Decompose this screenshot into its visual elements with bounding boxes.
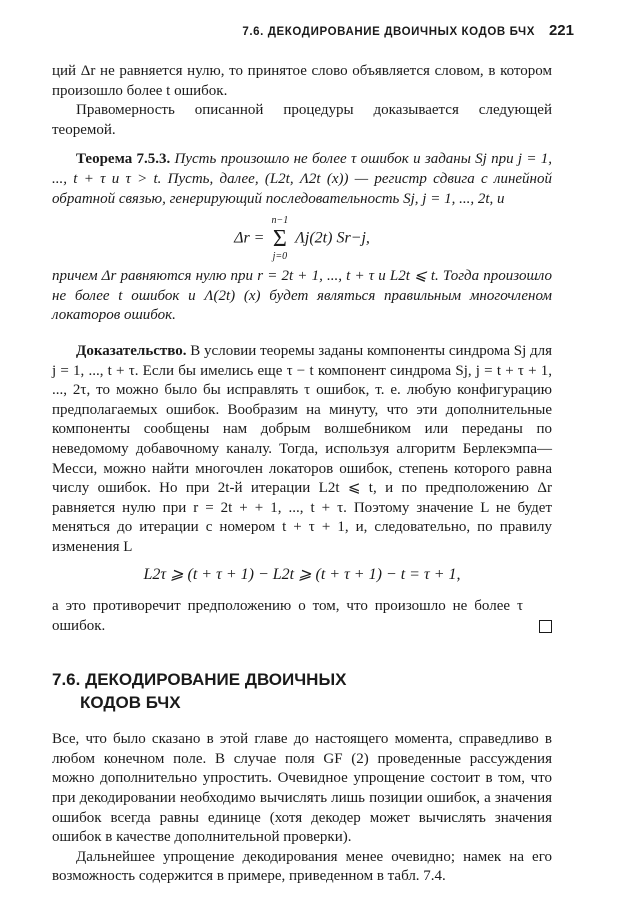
page-header [52,22,574,46]
paragraph-validity: Правомерность описанной процедуры доказывается следующей теоремой. [52,102,552,138]
page-number: 221 [548,22,574,39]
page-body [52,62,552,887]
section-title-line2: КОДОВ БЧХ [80,693,181,713]
proof-text: В условии теоремы заданы компоненты синдрома Sj для j = 1, ..., t + τ. Если бы имелись еще τ − t компонент синдрома Sj, j = t + τ + 1, ..., 2τ, то можно было бы исправлять τ ошибок, т. е. любую конфигурацию предполагаемых ошибок. Вообразим на минуту, что эти дополнительные компоненты сообщены нам добрым волшебником или переданы по неведомому добавочному каналу. Тогда, используя алгоритм Берлекэмпа—Месси, можно найти многочлен локаторов ошибок, степень которого равна числу ошибок. Но при 2t-й итерации L2t ⩽ t, и по предположению Δr равняется нулю при r = 2t + + 1, ..., t + τ. Поэтому значение L не будет меняться до итерации с номером t + τ + 1, и, следовательно, по правилу изменения L [52,342,553,555]
theorem-block [52,150,552,209]
proof-label: Доказательство. [76,342,187,359]
sum-symbol: Σ [272,226,287,253]
section-paragraph-1: Все, что было сказано в этой главе до настоящего момента, справедливо в любом конечном поле. В случае поля GF (2) проведенные рассуждения можно дополнительно упростить. Очевидное упрощение состоит в том, что при декодировании необходимо вычислять лишь позиции ошибок, а значения ошибок всегда равны единице (хотя декодер может вычислять значения ошибок в качестве дополнительной проверки). [52,731,552,846]
formula-delta [52,215,552,263]
formula-body: Λj(2t) Sr−j, [295,229,370,247]
paragraph-continuation: ций Δr не равняется нулю, то принятое слово объявляется словом, в котором произошло более t ошибок. [52,63,552,99]
formula-lhs: Δr = [234,229,265,247]
section-heading [52,668,552,714]
display-inequality: L2τ ⩾ (t + τ + 1) − L2t ⩾ (t + τ + 1) − t = τ + 1, [143,566,461,584]
qed-square-icon [539,620,552,633]
sum-lower-limit: j=0 [272,251,288,263]
theorem-label: Теорема 7.5.3. [76,151,171,168]
proof-end-text: а это противоречит предположению о том, что произошло не более τ ошибок. [52,598,523,634]
theorem-text: Пусть произошло не более τ ошибок и заданы Sj при j = 1, ..., t + τ и τ > t. Пусть, далее, (L2t, Λ2t (x)) — регистр сдвига с линейной обратной связью, генерирующий последовательность Sj, j = 1, ..., 2t, и [52,151,552,207]
theorem-continuation: причем Δr равняются нулю при r = 2t + 1, ..., t + τ и L2t ⩽ t. Тогда произошло не более t ошибок и Λ(2t) (x) будет являться правильным многочленом локаторов ошибок. [52,268,552,324]
sum-operator [271,215,288,263]
section-paragraph-2: Дальнейшее упрощение декодирования менее очевидно; намек на его возможность содержится в примере, приведенном в табл. 7.4. [52,848,552,885]
proof-end-line [52,597,552,636]
proof-block [52,342,552,558]
running-head: 7.6. ДЕКОДИРОВАНИЕ ДВОИЧНЫХ КОДОВ БЧХ [242,26,535,38]
sum-upper-limit: n−1 [271,215,289,227]
section-title-line1: 7.6. ДЕКОДИРОВАНИЕ ДВОИЧНЫХ [52,670,347,690]
